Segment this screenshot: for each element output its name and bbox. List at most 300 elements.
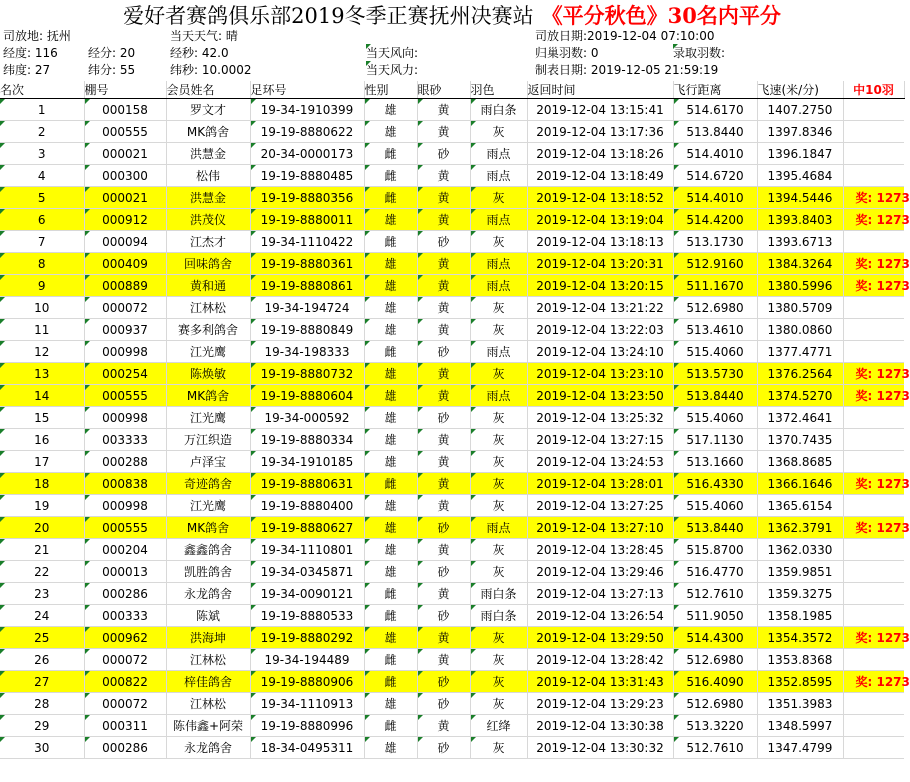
sex-cell: 雌 bbox=[364, 715, 417, 737]
comment-marker-icon bbox=[418, 165, 423, 170]
comment-marker-icon bbox=[365, 319, 370, 324]
ring-number-cell: 19-19-8880292 bbox=[250, 627, 364, 649]
sex-cell: 雄 bbox=[364, 385, 417, 407]
eye-sand-cell: 砂 bbox=[417, 737, 470, 759]
comment-marker-icon bbox=[365, 715, 370, 720]
sex-cell: 雄 bbox=[364, 539, 417, 561]
shed-cell: 000072 bbox=[84, 297, 166, 319]
table-row bbox=[0, 231, 904, 253]
returned-count: 归巢羽数: 0 bbox=[535, 46, 599, 60]
prize-cell: 奖: 1273 bbox=[843, 209, 904, 231]
ring-number-cell: 19-34-0090121 bbox=[250, 583, 364, 605]
member-name-cell: 鑫鑫鸽舍 bbox=[166, 539, 250, 561]
comment-marker-icon bbox=[251, 693, 256, 698]
table-row bbox=[0, 407, 904, 429]
member-name-cell: 卢泽宝 bbox=[166, 451, 250, 473]
comment-marker-icon bbox=[85, 605, 90, 610]
weather: 当天天气: 晴 bbox=[170, 29, 238, 43]
comment-marker-icon bbox=[418, 715, 423, 720]
comment-marker-icon bbox=[85, 451, 90, 456]
feather-color-cell: 雨点 bbox=[470, 253, 527, 275]
comment-marker-icon bbox=[471, 539, 476, 544]
comment-marker-icon bbox=[471, 385, 476, 390]
comment-marker-icon bbox=[674, 275, 679, 280]
sex-cell: 雄 bbox=[364, 627, 417, 649]
prize-cell: 奖: 1273 bbox=[843, 517, 904, 539]
comment-marker-icon bbox=[674, 539, 679, 544]
feather-color-cell: 雨点 bbox=[470, 209, 527, 231]
member-name-cell: MK鸽舍 bbox=[166, 385, 250, 407]
comment-marker-icon bbox=[85, 693, 90, 698]
comment-marker-icon bbox=[0, 561, 5, 566]
comment-marker-icon bbox=[85, 583, 90, 588]
eye-sand-cell: 砂 bbox=[417, 693, 470, 715]
shed-cell: 000300 bbox=[84, 165, 166, 187]
comment-marker-icon bbox=[85, 671, 90, 676]
comment-marker-icon bbox=[85, 99, 90, 104]
comment-marker-icon bbox=[365, 209, 370, 214]
sex-cell: 雄 bbox=[364, 737, 417, 759]
speed-cell: 1358.1985 bbox=[757, 605, 843, 627]
speed-cell: 1393.6713 bbox=[757, 231, 843, 253]
speed-cell: 1365.6154 bbox=[757, 495, 843, 517]
rank-cell: 25 bbox=[0, 627, 84, 649]
ring-number-cell: 19-19-8880631 bbox=[250, 473, 364, 495]
speed-cell: 1354.3572 bbox=[757, 627, 843, 649]
comment-marker-icon bbox=[471, 253, 476, 258]
shed-cell: 000311 bbox=[84, 715, 166, 737]
comment-marker-icon bbox=[418, 539, 423, 544]
comment-marker-icon bbox=[418, 561, 423, 566]
comment-marker-icon bbox=[365, 429, 370, 434]
return-time-cell: 2019-12-04 13:27:15 bbox=[527, 429, 673, 451]
comment-marker-icon bbox=[674, 143, 679, 148]
return-time-cell: 2019-12-04 13:22:03 bbox=[527, 319, 673, 341]
ring-number-cell: 19-19-8880400 bbox=[250, 495, 364, 517]
prize-cell bbox=[843, 231, 904, 253]
comment-marker-icon bbox=[85, 165, 90, 170]
rank-cell: 11 bbox=[0, 319, 84, 341]
flight-distance-cell: 515.4060 bbox=[673, 341, 757, 363]
comment-marker-icon bbox=[85, 385, 90, 390]
shed-cell: 000094 bbox=[84, 231, 166, 253]
speed-cell: 1347.4799 bbox=[757, 737, 843, 759]
member-name-cell: 凯胜鸽舍 bbox=[166, 561, 250, 583]
feather-color-cell: 雨点 bbox=[470, 143, 527, 165]
comment-marker-icon bbox=[0, 407, 5, 412]
speed-cell: 1377.4771 bbox=[757, 341, 843, 363]
feather-color-cell: 灰 bbox=[470, 429, 527, 451]
header-sex: 性别 bbox=[364, 81, 417, 99]
ring-number-cell: 19-19-8880533 bbox=[250, 605, 364, 627]
member-name-cell: 松伟 bbox=[166, 165, 250, 187]
return-time-cell: 2019-12-04 13:20:31 bbox=[527, 253, 673, 275]
comment-marker-icon bbox=[471, 517, 476, 522]
comment-marker-icon bbox=[251, 341, 256, 346]
rank-cell: 29 bbox=[0, 715, 84, 737]
feather-color-cell: 雨点 bbox=[470, 517, 527, 539]
comment-marker-icon bbox=[471, 451, 476, 456]
table-row bbox=[0, 275, 904, 297]
comment-marker-icon bbox=[0, 231, 5, 236]
shed-cell: 000912 bbox=[84, 209, 166, 231]
rank-cell: 22 bbox=[0, 561, 84, 583]
comment-marker-icon bbox=[366, 44, 371, 49]
prize-cell bbox=[843, 429, 904, 451]
ring-number-cell: 19-34-000592 bbox=[250, 407, 364, 429]
comment-marker-icon bbox=[0, 583, 5, 588]
sex-cell: 雌 bbox=[364, 231, 417, 253]
feather-color-cell: 雨点 bbox=[470, 275, 527, 297]
comment-marker-icon bbox=[85, 407, 90, 412]
rank-cell: 18 bbox=[0, 473, 84, 495]
table-row bbox=[0, 583, 904, 605]
comment-marker-icon bbox=[418, 693, 423, 698]
table-made-date: 制表日期: 2019-12-05 21:59:19 bbox=[535, 63, 719, 77]
flight-distance-cell: 516.4090 bbox=[673, 671, 757, 693]
eye-sand-cell: 砂 bbox=[417, 605, 470, 627]
eye-sand-cell: 砂 bbox=[417, 671, 470, 693]
return-time-cell: 2019-12-04 13:24:10 bbox=[527, 341, 673, 363]
comment-marker-icon bbox=[251, 627, 256, 632]
ring-number-cell: 19-34-1910185 bbox=[250, 451, 364, 473]
comment-marker-icon bbox=[418, 451, 423, 456]
prize-cell bbox=[843, 693, 904, 715]
speed-cell: 1380.0860 bbox=[757, 319, 843, 341]
ring-number-cell: 19-19-8880906 bbox=[250, 671, 364, 693]
comment-marker-icon bbox=[0, 165, 5, 170]
header-prize: 中10羽 bbox=[843, 81, 904, 99]
table-row bbox=[0, 297, 904, 319]
comment-marker-icon bbox=[674, 99, 679, 104]
eye-sand-cell: 黄 bbox=[417, 363, 470, 385]
feather-color-cell: 灰 bbox=[470, 627, 527, 649]
eye-sand-cell: 黄 bbox=[417, 99, 470, 121]
comment-marker-icon bbox=[251, 517, 256, 522]
comment-marker-icon bbox=[85, 649, 90, 654]
eye-sand-cell: 砂 bbox=[417, 143, 470, 165]
shed-cell: 000286 bbox=[84, 583, 166, 605]
prize-cell bbox=[843, 121, 904, 143]
comment-marker-icon bbox=[365, 583, 370, 588]
feather-color-cell: 红绛 bbox=[470, 715, 527, 737]
header-return-time: 返回时间 bbox=[527, 81, 673, 99]
comment-marker-icon bbox=[85, 517, 90, 522]
ring-number-cell: 20-34-0000173 bbox=[250, 143, 364, 165]
return-time-cell: 2019-12-04 13:18:13 bbox=[527, 231, 673, 253]
comment-marker-icon bbox=[471, 671, 476, 676]
rank-cell: 27 bbox=[0, 671, 84, 693]
rank-cell: 20 bbox=[0, 517, 84, 539]
shed-cell: 000288 bbox=[84, 451, 166, 473]
member-name-cell: 洪海坤 bbox=[166, 627, 250, 649]
comment-marker-icon bbox=[674, 693, 679, 698]
comment-marker-icon bbox=[471, 583, 476, 588]
comment-marker-icon bbox=[674, 671, 679, 676]
comment-marker-icon bbox=[85, 341, 90, 346]
table-row bbox=[0, 627, 904, 649]
return-time-cell: 2019-12-04 13:31:43 bbox=[527, 671, 673, 693]
comment-marker-icon bbox=[674, 715, 679, 720]
rank-cell: 9 bbox=[0, 275, 84, 297]
comment-marker-icon bbox=[85, 319, 90, 324]
comment-marker-icon bbox=[365, 539, 370, 544]
table-row bbox=[0, 429, 904, 451]
sex-cell: 雌 bbox=[364, 473, 417, 495]
feather-color-cell: 灰 bbox=[470, 187, 527, 209]
eye-sand-cell: 黄 bbox=[417, 275, 470, 297]
comment-marker-icon bbox=[365, 385, 370, 390]
prize-cell bbox=[843, 297, 904, 319]
member-name-cell: 陈斌 bbox=[166, 605, 250, 627]
return-time-cell: 2019-12-04 13:18:49 bbox=[527, 165, 673, 187]
rank-cell: 1 bbox=[0, 99, 84, 121]
flight-distance-cell: 513.4610 bbox=[673, 319, 757, 341]
flight-distance-cell: 514.6720 bbox=[673, 165, 757, 187]
comment-marker-icon bbox=[85, 627, 90, 632]
sex-cell: 雌 bbox=[364, 187, 417, 209]
shed-cell: 000555 bbox=[84, 517, 166, 539]
member-name-cell: 罗文才 bbox=[166, 99, 250, 121]
comment-marker-icon bbox=[0, 473, 5, 478]
table-row bbox=[0, 605, 904, 627]
shed-cell: 000889 bbox=[84, 275, 166, 297]
comment-marker-icon bbox=[471, 473, 476, 478]
sex-cell: 雄 bbox=[364, 495, 417, 517]
comment-marker-icon bbox=[418, 121, 423, 126]
comment-marker-icon bbox=[251, 561, 256, 566]
longitude: 经度: 116 bbox=[3, 46, 58, 60]
comment-marker-icon bbox=[418, 297, 423, 302]
shed-cell: 000555 bbox=[84, 121, 166, 143]
rank-cell: 2 bbox=[0, 121, 84, 143]
comment-marker-icon bbox=[85, 715, 90, 720]
ring-number-cell: 19-19-8880861 bbox=[250, 275, 364, 297]
comment-marker-icon bbox=[418, 187, 423, 192]
comment-marker-icon bbox=[418, 341, 423, 346]
shed-cell: 000254 bbox=[84, 363, 166, 385]
comment-marker-icon bbox=[674, 187, 679, 192]
comment-marker-icon bbox=[365, 737, 370, 742]
comment-marker-icon bbox=[85, 473, 90, 478]
ring-number-cell: 19-19-8880485 bbox=[250, 165, 364, 187]
eye-sand-cell: 黄 bbox=[417, 715, 470, 737]
comment-marker-icon bbox=[251, 121, 256, 126]
comment-marker-icon bbox=[251, 737, 256, 742]
comment-marker-icon bbox=[85, 429, 90, 434]
flight-distance-cell: 516.4770 bbox=[673, 561, 757, 583]
member-name-cell: 陈伟鑫+阿荣 bbox=[166, 715, 250, 737]
comment-marker-icon bbox=[251, 495, 256, 500]
comment-marker-icon bbox=[674, 385, 679, 390]
latitude-minutes: 纬分: 55 bbox=[88, 63, 136, 77]
return-time-cell: 2019-12-04 13:27:13 bbox=[527, 583, 673, 605]
comment-marker-icon bbox=[365, 407, 370, 412]
eye-sand-cell: 黄 bbox=[417, 121, 470, 143]
comment-marker-icon bbox=[85, 121, 90, 126]
eye-sand-cell: 砂 bbox=[417, 561, 470, 583]
flight-distance-cell: 512.9160 bbox=[673, 253, 757, 275]
release-place: 司放地: 抚州 bbox=[3, 29, 71, 43]
comment-marker-icon bbox=[365, 517, 370, 522]
eye-sand-cell: 黄 bbox=[417, 473, 470, 495]
member-name-cell: 万江织造 bbox=[166, 429, 250, 451]
table-row bbox=[0, 451, 904, 473]
speed-cell: 1359.3275 bbox=[757, 583, 843, 605]
member-name-cell: 洪慧金 bbox=[166, 187, 250, 209]
feather-color-cell: 灰 bbox=[470, 649, 527, 671]
shed-cell: 000998 bbox=[84, 407, 166, 429]
comment-marker-icon bbox=[0, 275, 5, 280]
comment-marker-icon bbox=[0, 605, 5, 610]
feather-color-cell: 灰 bbox=[470, 297, 527, 319]
comment-marker-icon bbox=[673, 44, 678, 49]
comment-marker-icon bbox=[251, 429, 256, 434]
prize-cell: 奖: 1273 bbox=[843, 253, 904, 275]
return-time-cell: 2019-12-04 13:25:32 bbox=[527, 407, 673, 429]
eye-sand-cell: 砂 bbox=[417, 231, 470, 253]
speed-cell: 1384.3264 bbox=[757, 253, 843, 275]
return-time-cell: 2019-12-04 13:23:50 bbox=[527, 385, 673, 407]
comment-marker-icon bbox=[251, 451, 256, 456]
prize-cell bbox=[843, 407, 904, 429]
return-time-cell: 2019-12-04 13:20:15 bbox=[527, 275, 673, 297]
comment-marker-icon bbox=[674, 649, 679, 654]
table-row bbox=[0, 253, 904, 275]
rank-cell: 17 bbox=[0, 451, 84, 473]
comment-marker-icon bbox=[471, 429, 476, 434]
feather-color-cell: 灰 bbox=[470, 407, 527, 429]
rank-cell: 19 bbox=[0, 495, 84, 517]
comment-marker-icon bbox=[0, 671, 5, 676]
comment-marker-icon bbox=[0, 99, 5, 104]
eye-sand-cell: 黄 bbox=[417, 649, 470, 671]
comment-marker-icon bbox=[365, 363, 370, 368]
comment-marker-icon bbox=[365, 495, 370, 500]
table-row bbox=[0, 209, 904, 231]
sex-cell: 雄 bbox=[364, 253, 417, 275]
comment-marker-icon bbox=[85, 187, 90, 192]
flight-distance-cell: 514.4010 bbox=[673, 187, 757, 209]
table-row bbox=[0, 649, 904, 671]
speed-cell: 1395.4684 bbox=[757, 165, 843, 187]
feather-color-cell: 灰 bbox=[470, 319, 527, 341]
comment-marker-icon bbox=[471, 121, 476, 126]
shed-cell: 000158 bbox=[84, 99, 166, 121]
comment-marker-icon bbox=[418, 275, 423, 280]
return-time-cell: 2019-12-04 13:30:32 bbox=[527, 737, 673, 759]
comment-marker-icon bbox=[251, 319, 256, 324]
speed-cell: 1366.1646 bbox=[757, 473, 843, 495]
comment-marker-icon bbox=[85, 275, 90, 280]
comment-marker-icon bbox=[251, 363, 256, 368]
speed-cell: 1374.5270 bbox=[757, 385, 843, 407]
return-time-cell: 2019-12-04 13:23:10 bbox=[527, 363, 673, 385]
table-row bbox=[0, 561, 904, 583]
comment-marker-icon bbox=[418, 605, 423, 610]
comment-marker-icon bbox=[674, 297, 679, 302]
comment-marker-icon bbox=[674, 407, 679, 412]
comment-marker-icon bbox=[471, 715, 476, 720]
feather-color-cell: 雨白条 bbox=[470, 99, 527, 121]
table-row bbox=[0, 187, 904, 209]
comment-marker-icon bbox=[0, 297, 5, 302]
header-shed: 棚号 bbox=[84, 81, 166, 99]
eye-sand-cell: 黄 bbox=[417, 583, 470, 605]
flight-distance-cell: 512.6980 bbox=[673, 649, 757, 671]
eye-sand-cell: 砂 bbox=[417, 517, 470, 539]
return-time-cell: 2019-12-04 13:30:38 bbox=[527, 715, 673, 737]
rank-cell: 24 bbox=[0, 605, 84, 627]
rank-cell: 28 bbox=[0, 693, 84, 715]
table-row bbox=[0, 715, 904, 737]
comment-marker-icon bbox=[674, 121, 679, 126]
member-name-cell: 江杰才 bbox=[166, 231, 250, 253]
ring-number-cell: 19-19-8880849 bbox=[250, 319, 364, 341]
member-name-cell: 回味鸽舍 bbox=[166, 253, 250, 275]
comment-marker-icon bbox=[418, 385, 423, 390]
comment-marker-icon bbox=[471, 209, 476, 214]
speed-cell: 1372.4641 bbox=[757, 407, 843, 429]
comment-marker-icon bbox=[0, 363, 5, 368]
eye-sand-cell: 砂 bbox=[417, 341, 470, 363]
comment-marker-icon bbox=[251, 143, 256, 148]
comment-marker-icon bbox=[674, 737, 679, 742]
table-row bbox=[0, 495, 904, 517]
sex-cell: 雄 bbox=[364, 209, 417, 231]
table-row bbox=[0, 341, 904, 363]
comment-marker-icon bbox=[418, 209, 423, 214]
rank-cell: 14 bbox=[0, 385, 84, 407]
return-time-cell: 2019-12-04 13:28:42 bbox=[527, 649, 673, 671]
member-name-cell: 江光鹰 bbox=[166, 341, 250, 363]
flight-distance-cell: 513.1730 bbox=[673, 231, 757, 253]
flight-distance-cell: 512.6980 bbox=[673, 693, 757, 715]
comment-marker-icon bbox=[418, 319, 423, 324]
table-row bbox=[0, 385, 904, 407]
prize-cell: 奖: 1273 bbox=[843, 627, 904, 649]
comment-marker-icon bbox=[471, 143, 476, 148]
comment-marker-icon bbox=[251, 253, 256, 258]
feather-color-cell: 灰 bbox=[470, 121, 527, 143]
speed-cell: 1380.5709 bbox=[757, 297, 843, 319]
shed-cell: 003333 bbox=[84, 429, 166, 451]
comment-marker-icon bbox=[365, 253, 370, 258]
return-time-cell: 2019-12-04 13:19:04 bbox=[527, 209, 673, 231]
comment-marker-icon bbox=[674, 209, 679, 214]
title-highlight: 《平分秋色》30名内平分 bbox=[541, 3, 781, 28]
comment-marker-icon bbox=[418, 99, 423, 104]
comment-marker-icon bbox=[0, 121, 5, 126]
comment-marker-icon bbox=[85, 539, 90, 544]
comment-marker-icon bbox=[251, 715, 256, 720]
speed-cell: 1368.8685 bbox=[757, 451, 843, 473]
shed-cell: 000998 bbox=[84, 495, 166, 517]
comment-marker-icon bbox=[85, 737, 90, 742]
comment-marker-icon bbox=[251, 385, 256, 390]
ring-number-cell: 19-34-194489 bbox=[250, 649, 364, 671]
longitude-minutes: 经分: 20 bbox=[88, 46, 136, 60]
header-speed: 飞速(米/分) bbox=[757, 81, 843, 99]
sex-cell: 雄 bbox=[364, 297, 417, 319]
ring-number-cell: 19-34-0345871 bbox=[250, 561, 364, 583]
member-name-cell: 赛多利鸽舍 bbox=[166, 319, 250, 341]
rank-cell: 5 bbox=[0, 187, 84, 209]
return-time-cell: 2019-12-04 13:17:36 bbox=[527, 121, 673, 143]
eye-sand-cell: 黄 bbox=[417, 539, 470, 561]
prize-cell bbox=[843, 583, 904, 605]
member-name-cell: 永龙鸽舍 bbox=[166, 583, 250, 605]
